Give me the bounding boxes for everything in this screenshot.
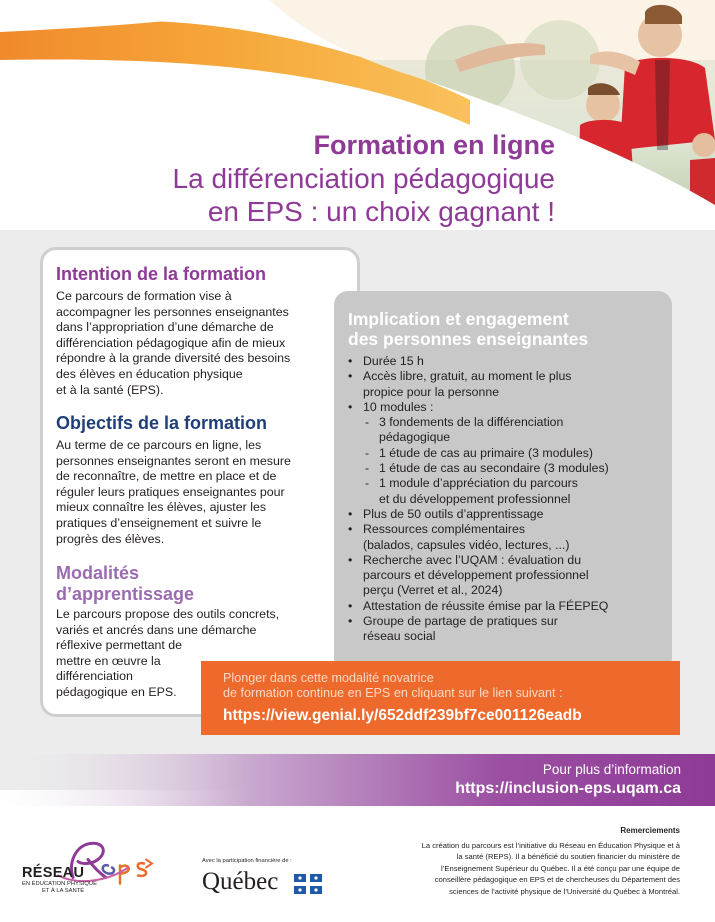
implication-item (348, 553, 658, 568)
cta-band (201, 661, 680, 735)
text-line: de reconnaître, de mettre en place et de (56, 469, 277, 484)
implication-item (348, 538, 658, 553)
text-line: mieux connaître les élèves, ajuster les (56, 500, 267, 515)
text-line: et à la santé (EPS). (56, 382, 164, 397)
implication-item (348, 507, 658, 522)
implication-item-text: Accès libre, gratuit, au moment le plus (363, 369, 572, 384)
modalites-heading-line2: d’apprentissage (56, 584, 195, 604)
text-line: réguler leurs pratiques enseignantes pour (56, 484, 285, 499)
implication-item-text: 10 modules : (363, 399, 434, 414)
intention-text (56, 289, 346, 398)
implication-item-text: Attestation de réussite émise par la FÉEPEQ (363, 598, 609, 613)
text-line: sciences de l’activité physique de l’Université du Québec à Montréal. (449, 886, 680, 896)
text-line: la santé (REPS). Il a bénéficié du soutien financier du ministère de (456, 852, 680, 862)
quebec-wordmark: Québec (202, 868, 279, 895)
page-subtitle-line1: La différenciation pédagogique (172, 163, 555, 194)
implication-item (348, 568, 658, 583)
text-line: pédagogique en EPS. (56, 684, 177, 699)
implication-item (348, 400, 658, 415)
implication-list (348, 354, 658, 645)
dash-icon: - (365, 461, 370, 476)
page-title: Formation en ligne (313, 130, 555, 160)
implication-card (334, 291, 672, 672)
bullet-icon: • (348, 399, 353, 414)
implication-item (348, 522, 658, 537)
text-line: La création du parcours est l’initiative du Réseau en Éducation Physique et à (421, 841, 680, 850)
implication-item-text: 3 fondements de la différenciation (379, 415, 564, 430)
text-line: réflexive permettant de (56, 638, 183, 653)
implication-item (348, 583, 658, 598)
implication-item-text: perçu (Verret et al., 2024) (363, 583, 503, 598)
dash-icon: - (365, 445, 370, 460)
reps-logo (18, 820, 168, 905)
implication-item-text: (balados, capsules vidéo, lectures, ...) (363, 537, 570, 552)
objectifs-text (56, 438, 346, 547)
text-line: l’Enseignement Supérieur du Québec. Il a été conçu par une équipe de (441, 863, 680, 873)
implication-item-text: Recherche avec l’UQAM : évaluation du (363, 552, 582, 567)
modalites-heading (56, 563, 194, 605)
text-line: Au terme de ce parcours en ligne, les (56, 438, 262, 452)
implication-heading-line2: des personnes enseignantes (348, 329, 589, 349)
implication-item (348, 614, 658, 629)
page-subtitle-line2: en EPS : un choix gagnant ! (207, 196, 555, 227)
funding-label: Avec la participation financière de : (202, 858, 292, 864)
implication-heading-line1: Implication et engagement (348, 309, 569, 329)
implication-item-text: Groupe de partage de pratiques sur (363, 614, 558, 629)
bullet-icon: • (348, 522, 353, 537)
bullet-icon: • (348, 506, 353, 521)
implication-item-text: 1 étude de cas au primaire (3 modules) (379, 445, 593, 460)
text-line: personnes enseignantes seront en mesure (56, 453, 291, 468)
dash-icon: - (365, 415, 370, 430)
implication-item (348, 599, 658, 614)
thanks-title: Remerciements (620, 826, 680, 835)
text-line: différenciation (56, 669, 133, 684)
reps-wordmark: RÉSEAU (22, 865, 85, 881)
implication-item-text: réseau social (363, 629, 436, 644)
fleurdelise-flag-icon (294, 874, 322, 894)
genially-link[interactable]: https://view.genial.ly/652ddf239bf7ce001126eadb (223, 707, 582, 724)
dash-icon: - (365, 476, 370, 491)
text-line: conseillère pédagogique en EPS et de chercheuses du Département des (434, 875, 680, 885)
implication-item (348, 629, 658, 644)
text-line: répondre à la grande diversité des besoins (56, 351, 291, 366)
implication-item-text: 1 module d’appréciation du parcours (379, 476, 578, 491)
implication-item-text: propice pour la personne (363, 384, 500, 399)
reps-subtitle-line2: ET À LA SANTÉ (42, 888, 85, 894)
reps-subtitle-line1: EN ÉDUCATION PHYSIQUE (22, 881, 97, 887)
cta-line1: Plonger dans cette modalité novatrice (223, 671, 434, 685)
modalites-heading-line1: Modalités (56, 563, 140, 583)
implication-item-text: Plus de 50 outils d’apprentissage (363, 506, 544, 521)
bullet-icon: • (348, 354, 353, 368)
bullet-icon: • (348, 614, 353, 629)
implication-subitem (348, 492, 658, 507)
thanks-text (335, 840, 680, 897)
text-line: pratiques d’enseignement et suivre le (56, 515, 262, 530)
intention-heading: Intention de la formation (56, 264, 266, 284)
text-line: accompagner les personnes enseignantes (56, 304, 289, 319)
objectifs-heading: Objectifs de la formation (56, 413, 268, 433)
text-line: Le parcours propose des outils concrets, (56, 607, 280, 621)
implication-item (348, 385, 658, 400)
implication-subitem (348, 430, 658, 445)
implication-subitem (348, 446, 658, 461)
text-line: mettre en œuvre la (56, 653, 161, 668)
implication-subitem (348, 461, 658, 476)
text-line: Ce parcours de formation vise à (56, 289, 232, 303)
implication-item-text: Durée 15 h (363, 354, 424, 368)
implication-item-text: parcours et développement professionnel (363, 568, 589, 583)
implication-item (348, 354, 658, 369)
text-line: différenciation pédagogique afin de mieux (56, 335, 286, 350)
implication-heading (348, 309, 588, 349)
more-info-link[interactable]: https://inclusion-eps.uqam.ca (455, 780, 681, 797)
text-line: variés et ancrés dans une démarche (56, 622, 257, 637)
implication-subitem (348, 415, 658, 430)
bullet-icon: • (348, 369, 353, 384)
implication-item-text: pédagogique (379, 430, 451, 445)
implication-item (348, 369, 658, 384)
text-line: progrès des élèves. (56, 531, 165, 546)
cta-line2: de formation continue en EPS en cliquant sur le lien suivant : (223, 686, 563, 700)
bullet-icon: • (348, 598, 353, 613)
title-block (173, 128, 555, 228)
implication-item-text: Ressources complémentaires (363, 522, 525, 537)
more-info-label: Pour plus d’information (542, 762, 681, 777)
bullet-icon: • (348, 552, 353, 567)
implication-subitem (348, 476, 658, 491)
implication-item-text: 1 étude de cas au secondaire (3 modules) (379, 461, 609, 476)
implication-item-text: et du développement professionnel (379, 491, 571, 506)
text-line: des élèves en éducation physique (56, 366, 243, 381)
text-line: dans l’appropriation d’une démarche de (56, 320, 274, 335)
